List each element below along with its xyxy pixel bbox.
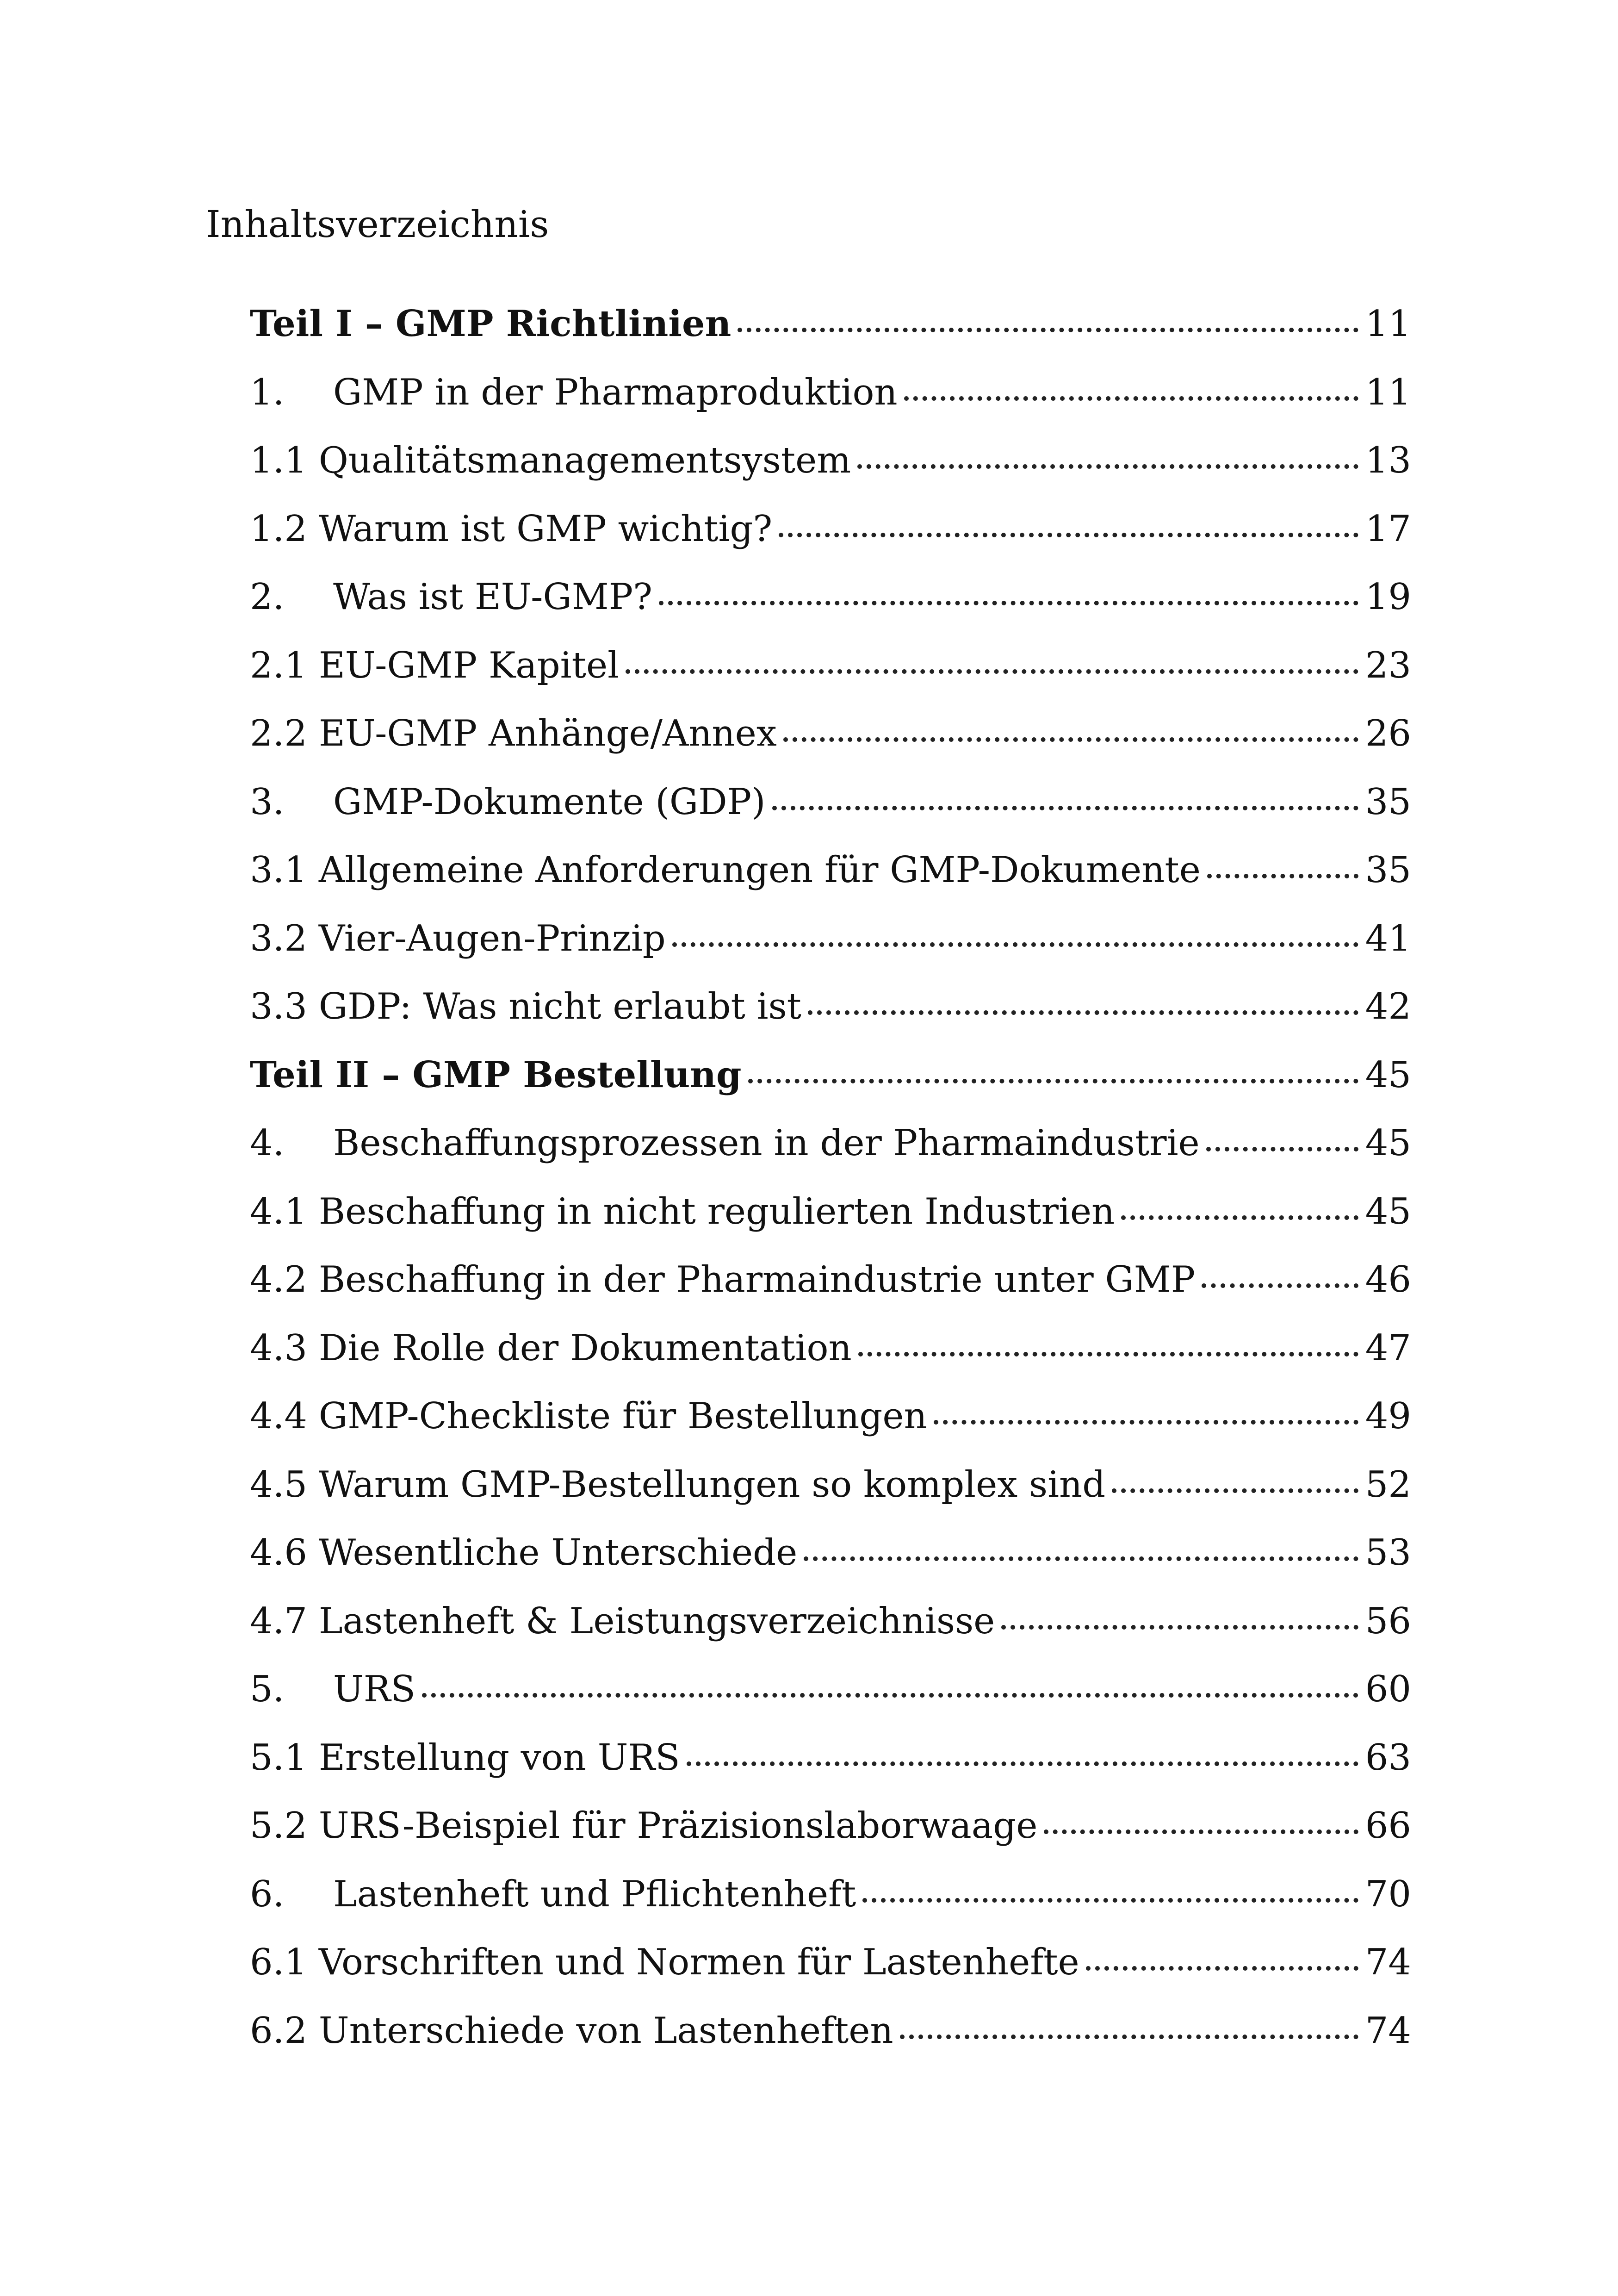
toc-entry-page-number: 70	[1365, 1873, 1411, 1915]
dot-leader	[1207, 874, 1358, 878]
toc-entry-page-number: 56	[1365, 1600, 1411, 1642]
toc-entry-page-number: 26	[1365, 713, 1411, 754]
toc-entry-page-number: 45	[1365, 1190, 1411, 1232]
dot-leader	[934, 1420, 1358, 1425]
toc-entry	[250, 1661, 1411, 1730]
toc-entry	[250, 1320, 1411, 1389]
dot-leader	[672, 942, 1358, 947]
toc-entry	[250, 433, 1411, 501]
dot-leader	[857, 464, 1358, 469]
toc-entry-number: 5.	[250, 1668, 285, 1710]
toc-entry	[250, 501, 1411, 570]
page-title: Inhaltsverzeichnis	[206, 203, 549, 246]
dot-leader	[1206, 1147, 1358, 1151]
toc-entry	[250, 2003, 1411, 2072]
dot-leader	[748, 1079, 1358, 1083]
toc-entry	[250, 1730, 1411, 1798]
toc-entry-title: 2.2 EU-GMP Anhänge/Annex	[250, 713, 777, 754]
toc-entry-title: 3.2 Vier-Augen-Prinzip	[250, 917, 666, 959]
toc-entry-page-number: 35	[1365, 781, 1411, 823]
toc-entry-page-number: 53	[1365, 1532, 1411, 1574]
toc-entry-title: 6.1 Vorschriften und Normen für Lastenhefte	[250, 1941, 1079, 1983]
toc-entry-title: 4.5 Warum GMP-Bestellungen so komplex sind	[250, 1463, 1106, 1506]
toc-entry-page-number: 11	[1365, 371, 1411, 413]
toc-entry-number: 2.	[250, 576, 285, 618]
toc-entry-number: 1.	[250, 371, 285, 413]
toc-entry-page-number: 11	[1365, 303, 1411, 345]
toc-entry	[250, 1457, 1411, 1525]
dot-leader	[1112, 1488, 1358, 1493]
dot-leader	[808, 1010, 1358, 1015]
toc-entry-title: 5.2 URS-Beispiel für Präzisionslaborwaage	[250, 1805, 1038, 1847]
toc-entry-page-number: 63	[1365, 1736, 1411, 1779]
toc-entry-title: Beschaffungsprozessen in der Pharmaindustrie	[333, 1122, 1200, 1164]
toc-entry	[250, 842, 1411, 911]
toc-entry	[250, 1867, 1411, 1935]
dot-leader	[858, 1352, 1358, 1356]
dot-leader	[779, 533, 1358, 537]
toc-entry-page-number: 47	[1365, 1327, 1411, 1369]
toc-entry-page-number: 13	[1365, 440, 1411, 481]
toc-entry-title: 4.6 Wesentliche Unterschiede	[250, 1532, 798, 1574]
toc-entry	[250, 1115, 1411, 1184]
dot-leader	[1044, 1829, 1358, 1834]
toc-entry	[250, 706, 1411, 774]
toc-entry-title: 4.2 Beschaffung in der Pharmaindustrie unter GMP	[250, 1259, 1196, 1300]
toc-entry-title: 4.7 Lastenheft & Leistungsverzeichnisse	[250, 1600, 995, 1642]
toc-entry-page-number: 46	[1365, 1259, 1411, 1300]
toc-part-heading	[250, 296, 1411, 365]
toc-entry-title: 4.3 Die Rolle der Dokumentation	[250, 1327, 852, 1369]
toc-entry-title: Lastenheft und Pflichtenheft	[333, 1873, 856, 1915]
toc-entry-page-number: 60	[1365, 1668, 1411, 1710]
toc-entry-title: 1.2 Warum ist GMP wichtig?	[250, 508, 773, 550]
dot-leader	[626, 669, 1358, 674]
toc-entry-number: 3.	[250, 781, 285, 823]
toc-entry	[250, 1252, 1411, 1320]
toc-entry	[250, 979, 1411, 1047]
toc-entry	[250, 1388, 1411, 1457]
dot-leader	[772, 806, 1358, 810]
dot-leader	[783, 737, 1358, 742]
toc-entry-page-number: 74	[1365, 2010, 1411, 2052]
dot-leader	[1086, 1966, 1358, 1971]
toc-entry-page-number: 17	[1365, 508, 1411, 550]
dot-leader	[900, 2035, 1358, 2039]
toc-entry-title: GMP-Dokumente (GDP)	[333, 781, 766, 823]
toc-entry-title: 3.1 Allgemeine Anforderungen für GMP-Dokumente	[250, 849, 1201, 891]
toc-entry-title: 3.3 GDP: Was nicht erlaubt ist	[250, 986, 801, 1027]
dot-leader	[422, 1693, 1358, 1698]
toc-entry-title: 2.1 EU-GMP Kapitel	[250, 644, 620, 686]
toc-entry-page-number: 45	[1365, 1122, 1411, 1164]
dot-leader	[738, 328, 1358, 332]
toc-entry	[250, 1935, 1411, 2003]
toc-entry-title: URS	[333, 1668, 415, 1710]
dot-leader	[1121, 1215, 1358, 1220]
toc-entry-title: 5.1 Erstellung von URS	[250, 1736, 680, 1779]
toc-entry-page-number: 19	[1365, 576, 1411, 618]
toc-entry-page-number: 23	[1365, 644, 1411, 686]
dot-leader	[659, 601, 1358, 605]
dot-leader	[687, 1761, 1358, 1766]
toc-entry-title: 1.1 Qualitätsmanagementsystem	[250, 440, 851, 481]
toc-entry-title: Teil II – GMP Bestellung	[250, 1053, 742, 1096]
toc-entry-page-number: 49	[1365, 1395, 1411, 1437]
toc-entry	[250, 774, 1411, 843]
toc-entry-page-number: 35	[1365, 849, 1411, 891]
toc-entry-title: 4.4 GMP-Checkliste für Bestellungen	[250, 1395, 927, 1437]
toc-entry	[250, 1184, 1411, 1252]
table-of-contents	[250, 296, 1411, 2071]
toc-entry	[250, 1593, 1411, 1662]
dot-leader	[804, 1556, 1358, 1561]
toc-entry-page-number: 66	[1365, 1805, 1411, 1847]
toc-entry-title: 6.2 Unterschiede von Lastenheften	[250, 2010, 893, 2052]
toc-entry-title: Teil I – GMP Richtlinien	[250, 303, 732, 345]
toc-entry-page-number: 74	[1365, 1941, 1411, 1983]
toc-entry	[250, 1798, 1411, 1867]
toc-entry-title: 4.1 Beschaffung in nicht regulierten Industrien	[250, 1190, 1115, 1232]
toc-entry	[250, 638, 1411, 706]
dot-leader	[1202, 1283, 1358, 1288]
toc-entry	[250, 911, 1411, 979]
dot-leader	[1001, 1625, 1358, 1630]
toc-entry-page-number: 52	[1365, 1463, 1411, 1506]
toc-entry-page-number: 45	[1365, 1054, 1411, 1096]
dot-leader	[862, 1898, 1358, 1903]
toc-entry-title: GMP in der Pharmaproduktion	[333, 371, 898, 413]
toc-entry-number: 6.	[250, 1873, 285, 1915]
toc-entry	[250, 365, 1411, 433]
toc-entry	[250, 569, 1411, 638]
toc-entry-page-number: 41	[1365, 917, 1411, 959]
toc-entry-page-number: 42	[1365, 986, 1411, 1027]
dot-leader	[904, 396, 1358, 401]
toc-entry-number: 4.	[250, 1122, 285, 1164]
toc-entry-title: Was ist EU-GMP?	[333, 576, 652, 618]
toc-part-heading	[250, 1047, 1411, 1116]
toc-entry	[250, 1525, 1411, 1593]
